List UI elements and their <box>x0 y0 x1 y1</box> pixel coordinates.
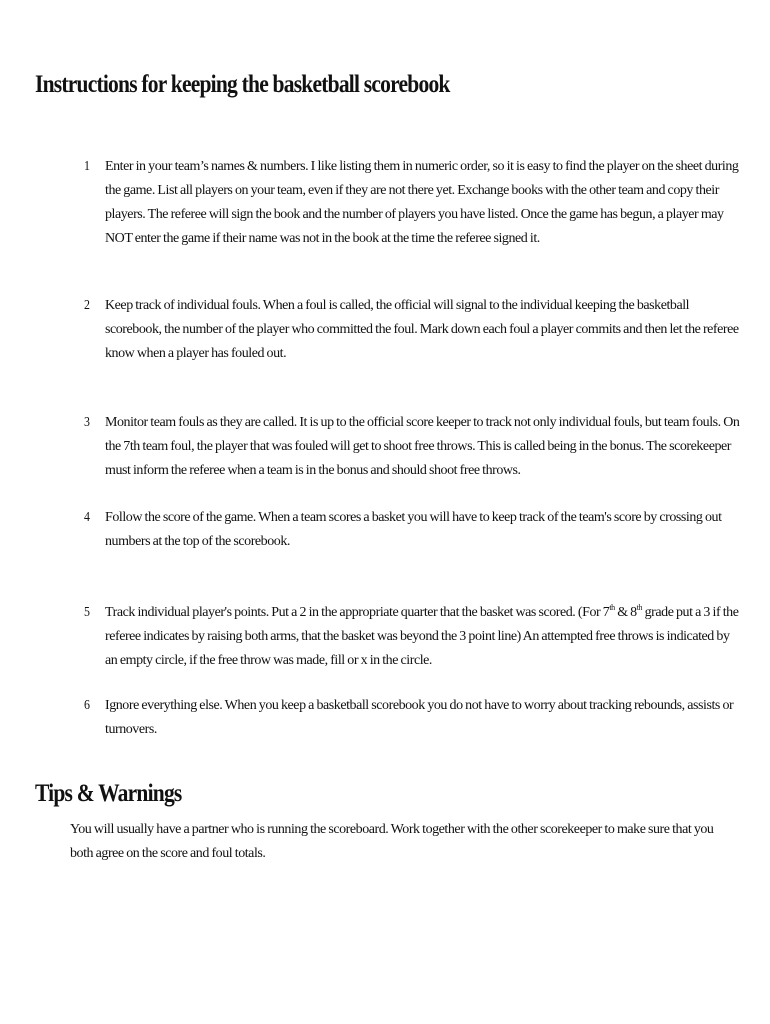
instruction-item-6 <box>84 694 742 742</box>
instruction-item-5 <box>84 601 742 673</box>
instruction-text: Keep track of individual fouls. When a foul is called, the official will signal to the individual keeping the basketball scorebook, the number of the player who committed the foul. Mark down each foul a player commits and then let the referee know when a player has fouled out. <box>105 298 739 361</box>
instruction-number: 4 <box>84 510 90 525</box>
instruction-text-part: Track individual player's points. Put a 2 in the appropriate quarter that the basket was scored. (For 7 <box>105 605 610 620</box>
instruction-number: 5 <box>84 605 90 620</box>
instruction-text-part: & 8 <box>614 605 637 620</box>
instruction-text: Monitor team fouls as they are called. It is up to the official score keeper to track not only individual fouls, but team fouls. On the 7th team foul, the player that was fouled will get to shoot free throws. This is called being in the bonus. The scorekeeper must inform the referee when a team is in the bonus and should shoot free throws. <box>105 415 740 478</box>
instruction-text: Follow the score of the game. When a team scores a basket you will have to keep track of the team's score by crossing out numbers at the top of the scorebook. <box>105 510 722 549</box>
ordinal-suffix: th <box>636 603 643 612</box>
instruction-number: 3 <box>84 415 90 430</box>
instruction-item-4 <box>84 506 742 554</box>
instruction-text: Enter in your team’s names & numbers. I like listing them in numeric order, so it is easy to find the player on the sheet during the game. List all players on your team, even if they are not there yet. Exchange books with the other team and copy their players. The referee will sign the book and the number of players you have listed. Once the game has begun, a player may NOT enter the game if their name was not in the book at the time the referee signed it. <box>105 159 739 246</box>
instruction-item-3 <box>84 411 742 483</box>
instruction-number: 2 <box>84 298 90 313</box>
page-title: Instructions for keeping the basketball scorebook <box>35 71 450 98</box>
tips-heading: Tips & Warnings <box>35 780 182 807</box>
ordinal-suffix: th <box>609 603 615 612</box>
instruction-text: Ignore everything else. When you keep a basketball scorebook you do not have to worry about tracking rebounds, assists or turnovers. <box>105 698 734 737</box>
instruction-item-1 <box>84 155 742 251</box>
instruction-number: 1 <box>84 159 90 174</box>
instruction-text <box>105 601 742 673</box>
instruction-item-2 <box>84 294 742 366</box>
instruction-text-part: grade put a 3 if the referee indicates by raising both arms, that the basket was beyond the 3 point line) An attempted free throws is indicated by an empty circle, if the free throw was made, fill or x in the circle. <box>105 605 739 668</box>
instruction-number: 6 <box>84 698 90 713</box>
tips-text: You will usually have a partner who is running the scoreboard. Work together with the other scorekeeper to make sure that you both agree on the score and foul totals. <box>70 822 714 861</box>
